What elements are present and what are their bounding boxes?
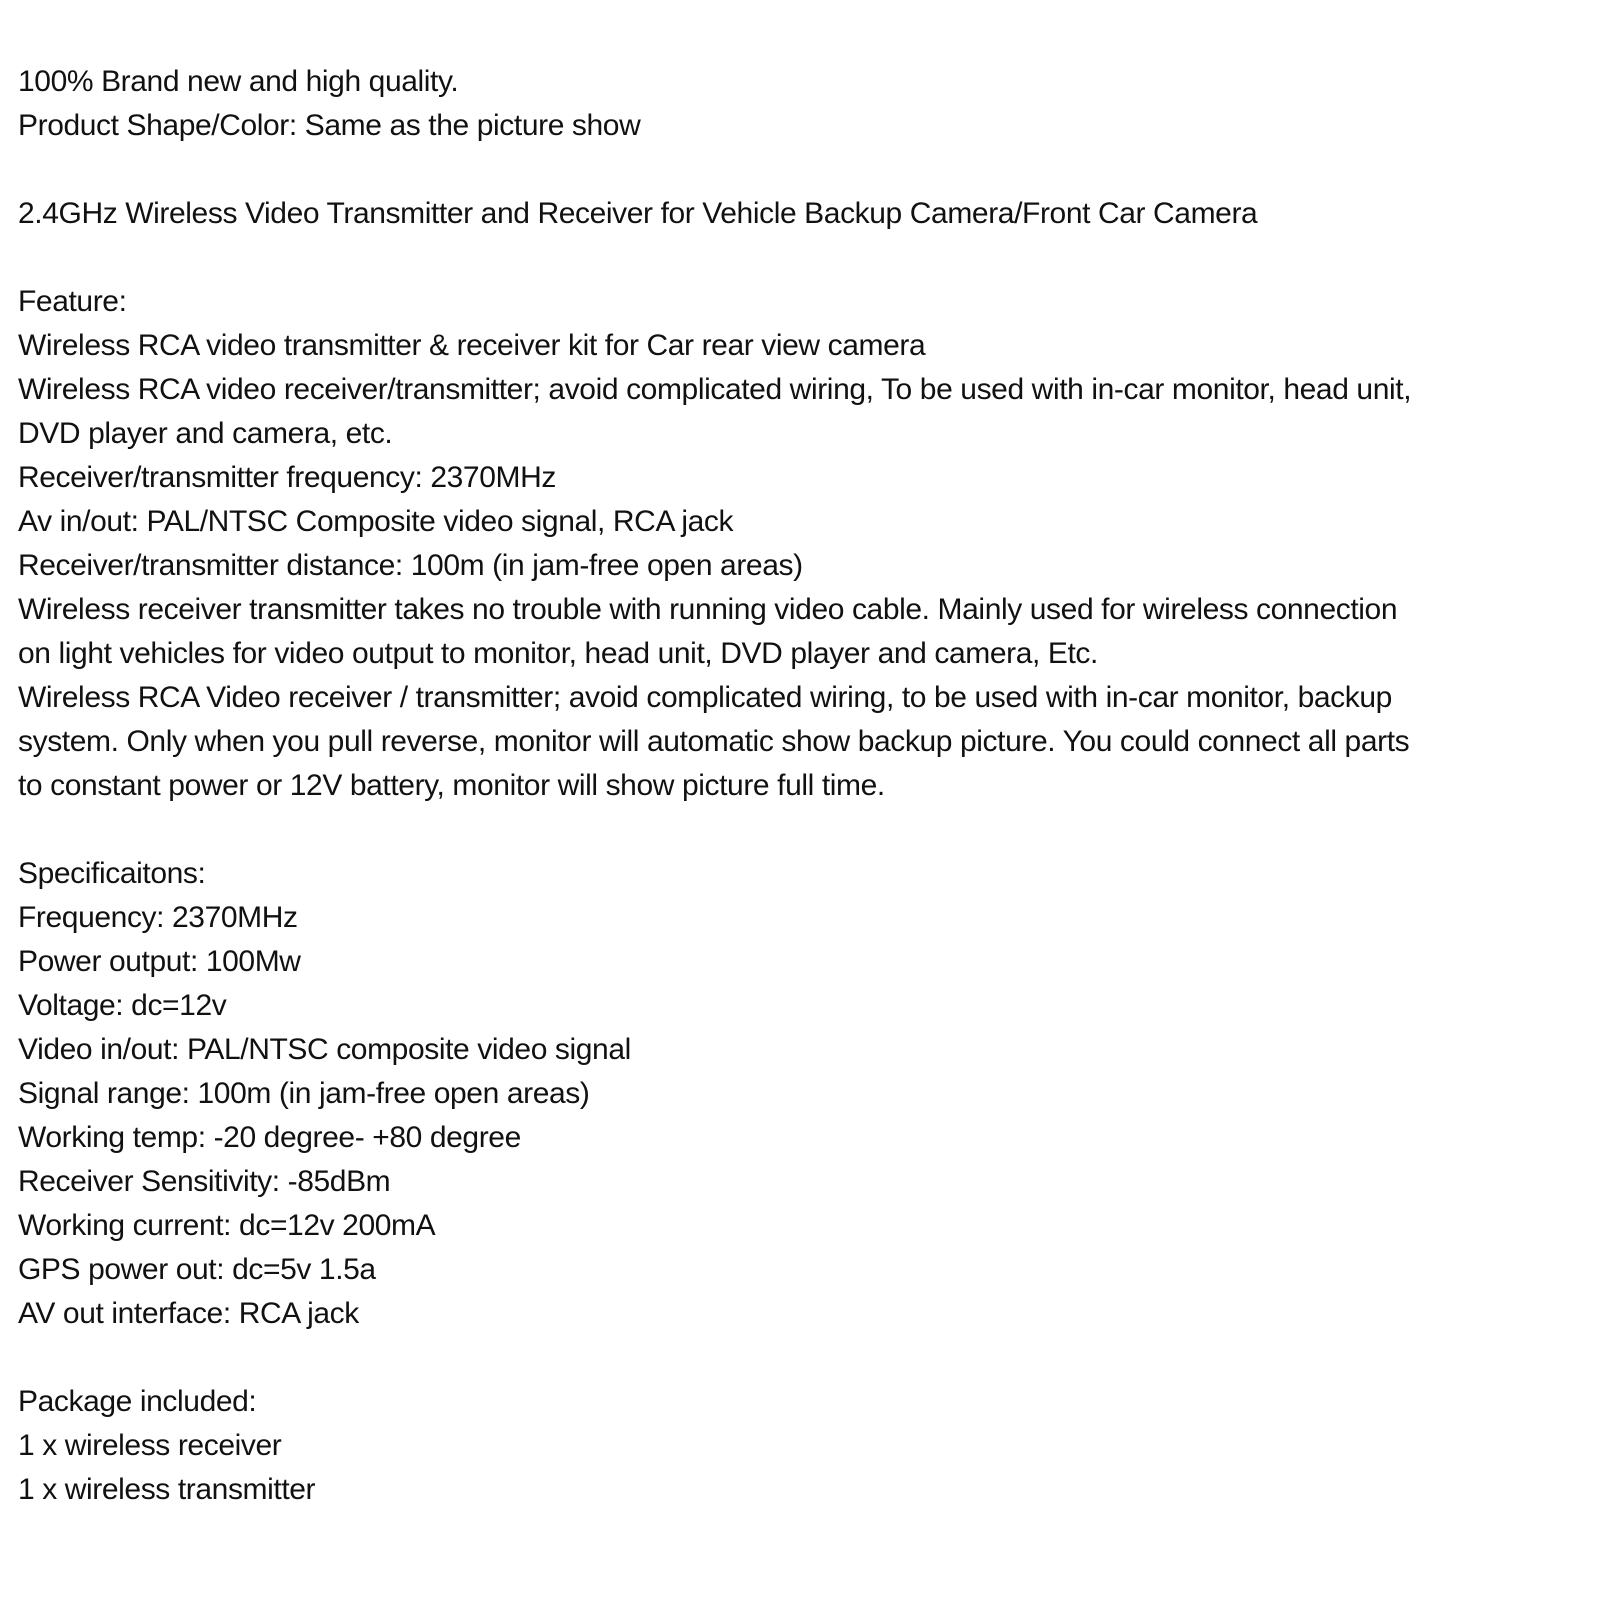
text-line-shape-color: Product Shape/Color: Same as the picture show [18, 109, 641, 142]
spec-line-voltage: Voltage: dc=12v [18, 989, 227, 1022]
blank-line [18, 236, 1578, 280]
feature-line: Wireless RCA video receiver/transmitter; avoid complicated wiring, To be used with in-car monitor, head unit, [18, 373, 1412, 406]
spec-line-video-in-out: Video in/out: PAL/NTSC composite video signal [18, 1033, 631, 1066]
spec-line-working-current: Working current: dc=12v 200mA [18, 1209, 436, 1242]
feature-line: Receiver/transmitter distance: 100m (in jam-free open areas) [18, 549, 803, 582]
feature-line: system. Only when you pull reverse, monitor will automatic show backup picture. You could connect all parts [18, 725, 1410, 758]
spec-line-av-out-interface: AV out interface: RCA jack [18, 1297, 359, 1330]
spec-line-signal-range: Signal range: 100m (in jam-free open areas) [18, 1077, 590, 1110]
spec-line-working-temp: Working temp: -20 degree- +80 degree [18, 1121, 521, 1154]
feature-line: Wireless receiver transmitter takes no trouble with running video cable. Mainly used for wireless connection [18, 593, 1398, 626]
feature-line: to constant power or 12V battery, monitor will show picture full time. [18, 769, 885, 802]
spec-line-gps-power-out: GPS power out: dc=5v 1.5a [18, 1253, 376, 1286]
text-line-brand-new: 100% Brand new and high quality. [18, 65, 459, 98]
spec-line-frequency: Frequency: 2370MHz [18, 901, 298, 934]
feature-line: Wireless RCA video transmitter & receiver kit for Car rear view camera [18, 329, 926, 362]
package-line-receiver: 1 x wireless receiver [18, 1429, 282, 1462]
spec-line-power-output: Power output: 100Mw [18, 945, 301, 978]
package-included-heading: Package included: [18, 1385, 257, 1418]
feature-line: Wireless RCA Video receiver / transmitter; avoid complicated wiring, to be used with in-car monitor, backup [18, 681, 1392, 714]
spec-line-receiver-sensitivity: Receiver Sensitivity: -85dBm [18, 1165, 391, 1198]
blank-line [18, 148, 1578, 192]
package-line-transmitter: 1 x wireless transmitter [18, 1473, 316, 1506]
specifications-heading: Specificaitons: [18, 857, 206, 890]
blank-line [18, 808, 1578, 852]
feature-line: Receiver/transmitter frequency: 2370MHz [18, 461, 556, 494]
feature-heading: Feature: [18, 285, 127, 318]
product-title-line: 2.4GHz Wireless Video Transmitter and Receiver for Vehicle Backup Camera/Front Car Camera [18, 197, 1258, 230]
feature-line: Av in/out: PAL/NTSC Composite video signal, RCA jack [18, 505, 734, 538]
feature-line: on light vehicles for video output to monitor, head unit, DVD player and camera, Etc. [18, 637, 1098, 670]
feature-line: DVD player and camera, etc. [18, 417, 393, 450]
product-description-document [18, 60, 1578, 1512]
blank-line [18, 1336, 1578, 1380]
